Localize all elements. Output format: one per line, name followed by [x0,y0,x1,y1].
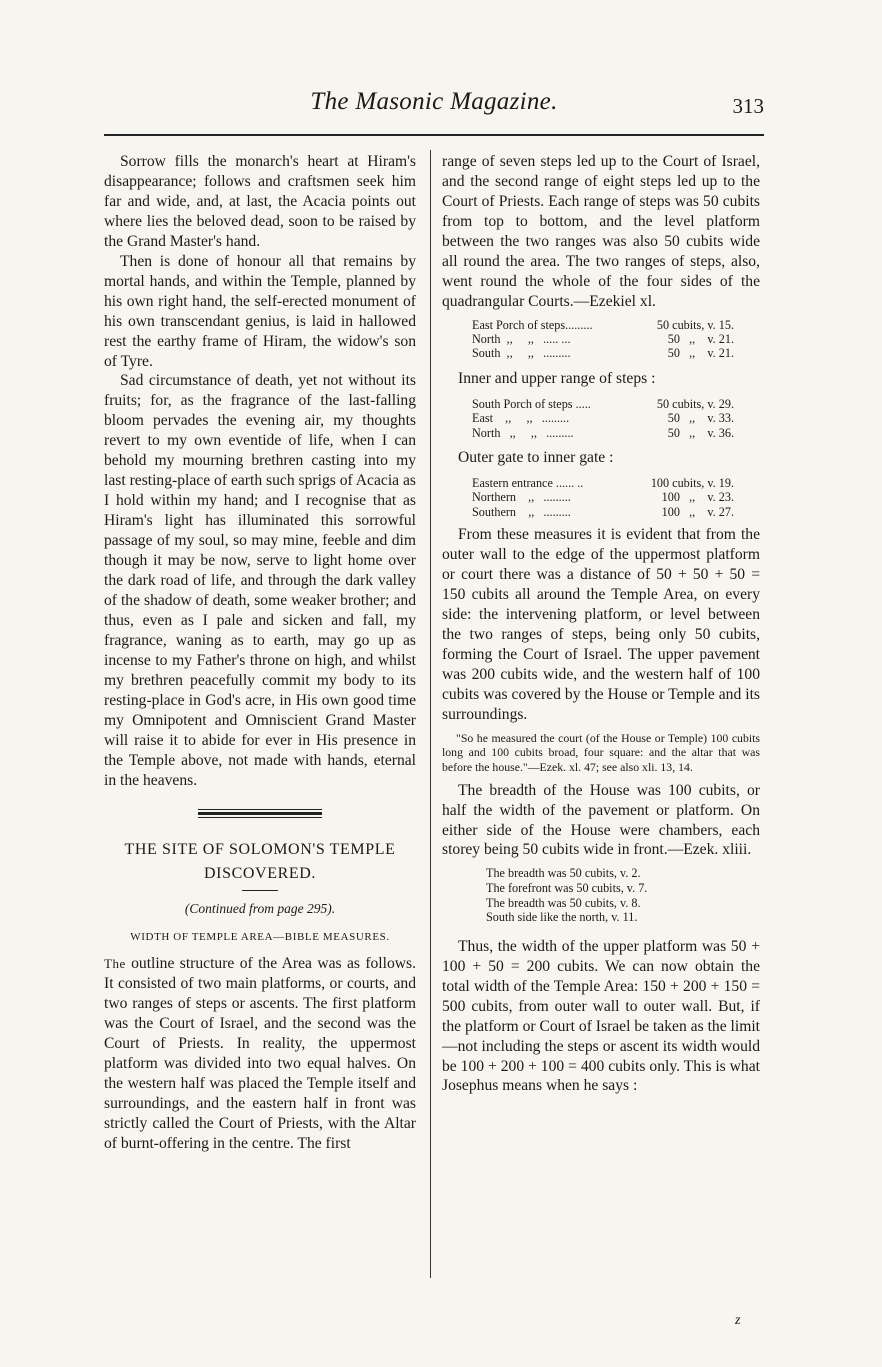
row-value: 50 ,, v. 33. [667,411,734,426]
page-header [104,82,764,122]
verse-item: The breadth was 50 cubits, v. 8. [486,895,641,910]
row-value: 100 ,, v. 23. [661,490,734,505]
row-label: South ,, ,, ......... [472,346,571,361]
table-row [472,476,734,490]
row-value: 50 cubits, v. 29. [656,396,734,411]
paragraph: range of seven steps led up to the Court of Israel, and the second range of eight steps led up to the Court of Priests. Each range of steps was 50 cubits from top to bottom, and the level platform between the two ranges was also 50 cubits wide all round the area. The two ranges of steps, also, went round the whole of the four sides of the quadrangular Courts.—Ezekiel xl. [442,153,760,310]
section-ornament [198,809,322,818]
paragraph: Sorrow fills the monarch's heart at Hiram's disappearance; follows and craftsmen seek him far and wide, and, at last, the Acacia points out where lies the beloved dead, soon to be raised by the Grand Master's hand. [104,153,416,250]
verse-item: The breadth was 50 cubits, v. 2. [486,866,641,881]
header-rule [104,134,764,136]
paragraph: Then is done of honour all that remains by mortal hands, and within the Temple, planned by his own right hand, the self-erected monument of his own transcendant genius, is laid in hallowed rest the earthy frame of Hiram, the widow's son of Tyre. [104,252,416,370]
row-label: Southern ,, ......... [472,504,571,519]
row-value: 50 ,, v. 36. [667,425,734,440]
row-label: East Porch of steps......... [472,317,593,332]
paragraph [104,954,416,1154]
table-row [472,397,734,411]
table-row [472,332,734,346]
verse-list [486,866,760,924]
page-number: 313 [732,94,764,118]
row-label: Northern ,, ......... [472,490,571,505]
gate-label: Outer gate to inner gate : [458,449,614,467]
article-title-line: THE SITE OF SOLOMON'S TEMPLE [124,840,396,858]
table-row [472,490,734,504]
verse-item: South side like the north, v. 11. [486,910,638,925]
row-value: 50 ,, v. 21. [667,332,734,347]
left-column [104,152,416,1154]
row-value: 100 cubits, v. 19. [650,476,734,491]
verse-item: The forefront was 50 cubits, v. 7. [486,881,648,895]
row-label: East ,, ,, ......... [472,411,570,426]
row-value: 50 ,, v. 21. [667,346,734,361]
title-rule [242,890,278,891]
row-label: North ,, ,, ......... [472,425,574,440]
column-divider [430,150,431,1278]
inner-steps-table [472,397,734,440]
table-row [472,426,734,440]
running-title: The Masonic Magazine. [310,88,558,115]
table-row [472,505,734,519]
row-label: South Porch of steps ..... [472,396,591,411]
section-subheading: WIDTH OF TEMPLE AREA—BIBLE MEASURES. [130,931,390,944]
article-title-line: DISCOVERED. [204,864,316,882]
gates-table [472,476,734,519]
continued-note: (Continued from page 295). [184,900,336,916]
paragraph-text: outline structure of the Area was as follows. It consisted of two main platforms, or courts, and two ranges of steps or ascents. The first platform was the Court of Israel, and the second was the Court of Priests. In reality, the uppermost platform was divided into two equal halves. On the western half was placed the Temple itself and surroundings, and the eastern half in front was strictly called the Court of Priests, with the Altar of burnt-offering in the centre. The first [104,955,416,1152]
inner-steps-label: Inner and upper range of steps : [458,369,656,387]
article-title [104,838,416,886]
lead-word: The [104,956,126,972]
scripture-quote: "So he measured the court (of the House or Temple) 100 cubits long and 100 cubits broad, four square: and the altar that was before the house."—Ezek. xl. 47; see also xli. 13, 14. [442,730,760,774]
right-column [442,152,760,1096]
table-row [472,411,734,425]
table-row [472,346,734,360]
row-label: North ,, ,, ..... ... [472,332,571,347]
row-value: 50 cubits, v. 15. [656,317,734,332]
table-row [472,318,734,332]
outer-steps-table [472,318,734,361]
paragraph: The breadth of the House was 100 cubits, or half the width of the pavement or platform. On either side of the House were chambers, each storey being 50 cubits wide in front.—Ezek. xliii. [442,781,760,859]
paragraph: Thus, the width of the upper platform was 50 + 100 + 50 = 200 cubits. We can now obtain the total width of the Temple Area: 150 + 200 + 150 = 500 cubits, from outer wall to outer wall. But, if the platform or Court of Israel be taken as the limit—not including the steps or ascent its width would be 100 + 200 + 100 = 400 cubits only. This is what Josephus means when he says : [442,937,760,1095]
row-label: Eastern entrance ...... .. [472,476,584,491]
paragraph: From these measures it is evident that from the outer wall to the edge of the uppermost platform or court there was a distance of 50 + 50 + 50 = 150 cubits all around the Temple Area, on every side: the intervening platform, or level between the two ranges of steps, being only 50 cubits, forming the Court of Israel. The upper pavement was 200 cubits wide, and the western half of 100 cubits was covered by the House or Temple and its surroundings. [442,526,760,723]
row-value: 100 ,, v. 27. [661,504,734,519]
paragraph: Sad circumstance of death, yet not without its fruits; for, as the fragrance of the last-falling bloom pervades the evening air, my thoughts revert to my own eventide of life, when I can behold my mourning brethren casting into my last resting-place of earth such sprigs of Acacia as I hold within my hand; and I recognise that as Hiram's light has illuminated this sorrowful passage of my soul, so may mine, feeble and dim though it may be now, serve to light home over the dark road of life, and through the dark valley of the shadow of death, some weaker brother; and thus, even as I pale and sicken and fall, my fragrance, waning as to earth, may go up as incense to my Father's throne on high, and whilst my brethren peacefully commit my body to its resting-place in God's acre, in His own good time my Omnipotent and Omniscient Grand Master will raise it to abide for ever in His presence in the Temple above, not made with hands, eternal in the heavens. [104,372,416,789]
signature-mark: z [735,1313,741,1328]
